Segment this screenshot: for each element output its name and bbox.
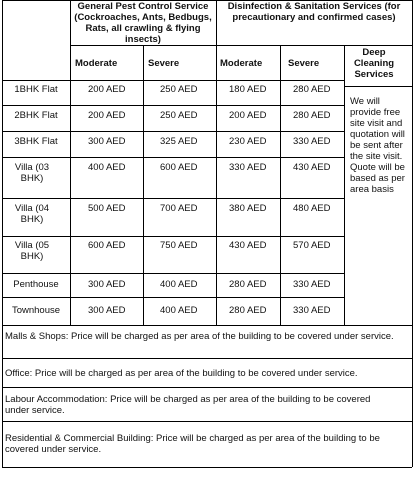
price-cell: 200 AED [88, 110, 126, 121]
price-cell: 280 AED [293, 110, 331, 121]
price-cell: 280 AED [293, 84, 331, 95]
grid-line [70, 0, 71, 325]
price-cell: 430 AED [229, 240, 267, 251]
price-cell: 400 AED [160, 279, 198, 290]
price-cell: 330 AED [229, 162, 267, 173]
price-cell: 300 AED [88, 305, 126, 316]
row-label: 1BHK Flat [14, 84, 58, 95]
note-office: Office: Price will be charged as per area of the building to be covered under service. [5, 368, 358, 379]
grid-line [2, 157, 344, 158]
grid-line [2, 131, 344, 132]
header-disinfection: Disinfection & Sanitation Services (for precautionary and confirmed cases) [227, 1, 401, 23]
note-residential-commercial: Residential & Commercial Building: Price will be charged as per area of the building to be covered under service. [5, 433, 380, 455]
price-cell: 430 AED [293, 162, 331, 173]
price-cell: 330 AED [293, 136, 331, 147]
row-label: Villa (03 BHK) [14, 162, 50, 184]
price-cell: 230 AED [229, 136, 267, 147]
price-cell: 200 AED [229, 110, 267, 121]
subheader-severe: Severe [288, 58, 320, 69]
price-cell: 400 AED [160, 305, 198, 316]
price-cell: 600 AED [88, 240, 126, 251]
grid-line [2, 198, 344, 199]
grid-line [2, 387, 412, 388]
subheader-moderate: Moderate [220, 58, 263, 69]
note-labour-accommodation: Labour Accommodation: Price will be charged as per area of the building to be covered under service. [5, 394, 371, 416]
price-cell: 300 AED [88, 279, 126, 290]
price-cell: 300 AED [88, 136, 126, 147]
row-label: 2BHK Flat [14, 110, 58, 121]
price-cell: 380 AED [229, 203, 267, 214]
price-cell: 500 AED [88, 203, 126, 214]
grid-line [2, 421, 412, 422]
grid-line [2, 0, 3, 467]
grid-line [2, 325, 412, 326]
grid-line [344, 86, 412, 87]
row-label: Villa (04 BHK) [14, 203, 50, 225]
grid-line [2, 236, 344, 237]
grid-line [2, 273, 344, 274]
grid-line [2, 80, 344, 81]
price-cell: 400 AED [88, 162, 126, 173]
grid-line [412, 0, 413, 467]
row-label: Townhouse [11, 305, 61, 316]
price-cell: 480 AED [293, 203, 331, 214]
price-cell: 280 AED [229, 279, 267, 290]
price-cell: 180 AED [229, 84, 267, 95]
grid-line [2, 467, 412, 468]
grid-line [2, 297, 344, 298]
price-cell: 570 AED [293, 240, 331, 251]
grid-line [344, 45, 345, 325]
subheader-severe: Severe [148, 58, 180, 69]
price-cell: 600 AED [160, 162, 198, 173]
price-cell: 280 AED [229, 305, 267, 316]
row-label: Penthouse [13, 279, 59, 290]
price-cell: 330 AED [293, 305, 331, 316]
row-label: 3BHK Flat [14, 136, 58, 147]
header-pest-control: General Pest Control Service (Cockroaches, Ants, Bedbugs, Rats, all crawling & flying insects) [74, 1, 212, 45]
price-cell: 700 AED [160, 203, 198, 214]
grid-line [143, 45, 144, 325]
grid-line [2, 358, 412, 359]
price-cell: 250 AED [160, 84, 198, 95]
price-cell: 330 AED [293, 279, 331, 290]
grid-line [216, 0, 217, 325]
grid-line [70, 45, 412, 46]
grid-line [2, 105, 344, 106]
subheader-moderate: Moderate [75, 58, 118, 69]
price-cell: 325 AED [160, 136, 198, 147]
row-label: Villa (05 BHK) [14, 240, 50, 262]
price-cell: 250 AED [160, 110, 198, 121]
deep-cleaning-note: We will provide free site visit and quotation will be sent after the site visit. Quote will be based as per area basis [350, 96, 405, 195]
header-deep-cleaning: Deep Cleaning Services [353, 47, 395, 80]
grid-line [280, 45, 281, 325]
price-cell: 750 AED [160, 240, 198, 251]
note-malls-shops: Malls & Shops: Price will be charged as per area of the building to be covered under service. [5, 331, 394, 342]
price-cell: 200 AED [88, 84, 126, 95]
